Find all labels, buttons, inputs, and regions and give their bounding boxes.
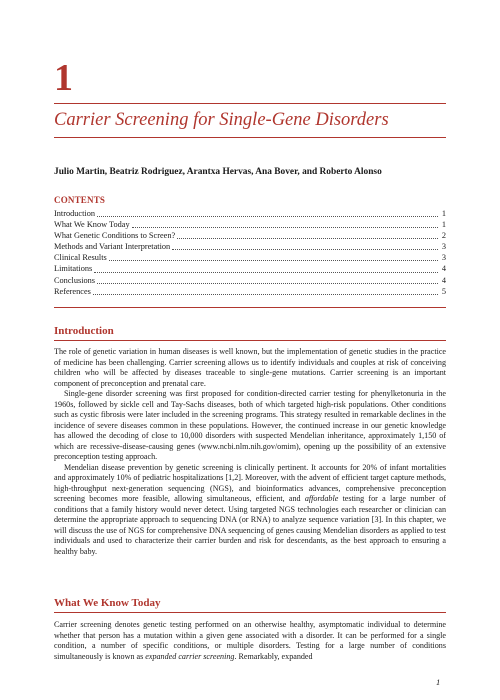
- toc-entry-page: 3: [441, 253, 446, 263]
- section-heading-introduction: Introduction: [54, 325, 114, 337]
- toc-leader-dots: [132, 226, 438, 228]
- what-we-know-today-body: [54, 620, 446, 662]
- paragraph: Mendelian disease prevention by genetic screening is clinically pertinent. It accounts for 20% of infant mortalities and approximately 10% of pediatric hospitalizations [1,2]. Moreover, with the advent of efficient target capture methods, high-throughput next-generation sequencing (NGS), and bioinformatics advances, comprehensive preconception screening becomes more feasible, allowing simultaneous, efficient, and affordable testing for a large number of conditions that a family history would never detect. Using targeted NGS technologies each researcher or clinician can determine the appropriate approach to sequencing DNA (or RNA) to analyze sequence variation [3]. In this chapter, we will discuss the use of NGS for comprehensive DNA sequencing of genes causing Mendelian disorders as applied to test individuals and used to characterize their carrier burden and risk for descendants, as the best approach to ensuring a healthy baby.: [54, 462, 446, 556]
- toc-entry-label: Introduction: [54, 209, 96, 218]
- toc-entry-page: 1: [441, 209, 446, 218]
- divider: [54, 307, 446, 308]
- toc-entry-page: 3: [441, 242, 446, 252]
- paragraph: Carrier screening denotes genetic testing performed on an otherwise healthy, asymptomatic individual to determine whether that person has a mutation within a given gene associated with a disorder. It can be performed for a single condition, a number of specific conditions, or multiple disorders. Testing for a large number of conditions simultaneously is known as expanded carrier screening. Remarkably, expanded: [54, 620, 446, 661]
- toc-entry[interactable]: [54, 219, 446, 230]
- divider: [54, 103, 446, 104]
- toc-leader-dots: [97, 282, 438, 284]
- toc-entry-label: What Genetic Conditions to Screen?: [54, 231, 176, 241]
- toc-entry[interactable]: [54, 252, 446, 263]
- chapter-title: Carrier Screening for Single-Gene Disorders: [54, 110, 389, 130]
- section-heading-what-we-know-today: What We Know Today: [54, 597, 161, 609]
- toc-entry-label: References: [54, 286, 91, 296]
- toc-leader-dots: [109, 259, 438, 261]
- toc-entry[interactable]: [54, 286, 446, 297]
- toc-entry-page: 5: [441, 286, 446, 296]
- toc-leader-dots: [177, 237, 438, 239]
- toc-leader-dots: [97, 215, 438, 217]
- toc-entry-page: 1: [441, 220, 446, 230]
- paragraph: The role of genetic variation in human diseases is well known, but the implementation of genetic studies in the practice of medicine has been challenging. Carrier screening allows us to identify individuals and couples at risk of conceiving children who will be affected by diseases traceable to single-gene mutations. Carrier screening is an important component of preconception and prenatal care.: [54, 347, 446, 388]
- toc-leader-dots: [93, 293, 438, 295]
- contents-heading: CONTENTS: [54, 195, 106, 205]
- table-of-contents: [54, 208, 446, 297]
- toc-entry[interactable]: [54, 263, 446, 274]
- page-number: 1: [436, 677, 441, 687]
- divider: [54, 137, 446, 138]
- toc-leader-dots: [172, 248, 438, 250]
- toc-entry-label: Methods and Variant Interpretation: [54, 242, 171, 252]
- toc-leader-dots: [94, 271, 438, 273]
- toc-entry[interactable]: [54, 275, 446, 286]
- toc-entry-page: 4: [441, 275, 446, 285]
- toc-entry-label: Limitations: [54, 264, 93, 274]
- toc-entry[interactable]: [54, 208, 446, 219]
- toc-entry-label: What We Know Today: [54, 220, 130, 230]
- toc-entry-label: Conclusions: [54, 275, 96, 285]
- toc-entry[interactable]: [54, 230, 446, 241]
- paragraph: Single-gene disorder screening was first proposed for condition-directed carrier testing for phenylketonuria in the 1960s, followed by sickle cell and Tay-Sachs diseases, both of which targeted high-risk populations. Other conditions such as cystic fibrosis were later included in the screening programs. This strategy resulted in remarkable declines in the incidence of severe diseases common in these populations. However, the continued increase in our genetic knowledge has allowed the decoding of close to 10,000 disorders with suspected Mendelian inheritance, approximately 1,150 of which are recessive-disease-causing genes (www.ncbi.nlm.nih.gov/omim), opening up the possibility of an extensive preconception testing approach.: [54, 389, 446, 461]
- toc-entry-page: 2: [441, 231, 446, 241]
- toc-entry-label: Clinical Results: [54, 253, 107, 263]
- toc-entry[interactable]: [54, 241, 446, 252]
- author-list: Julio Martin, Beatriz Rodriguez, Arantxa Hervas, Ana Bover, and Roberto Alonso: [54, 167, 382, 177]
- divider: [54, 340, 446, 341]
- divider: [54, 612, 446, 613]
- chapter-number: 1: [54, 57, 73, 99]
- toc-entry-page: 4: [441, 264, 446, 274]
- introduction-body: [54, 347, 446, 557]
